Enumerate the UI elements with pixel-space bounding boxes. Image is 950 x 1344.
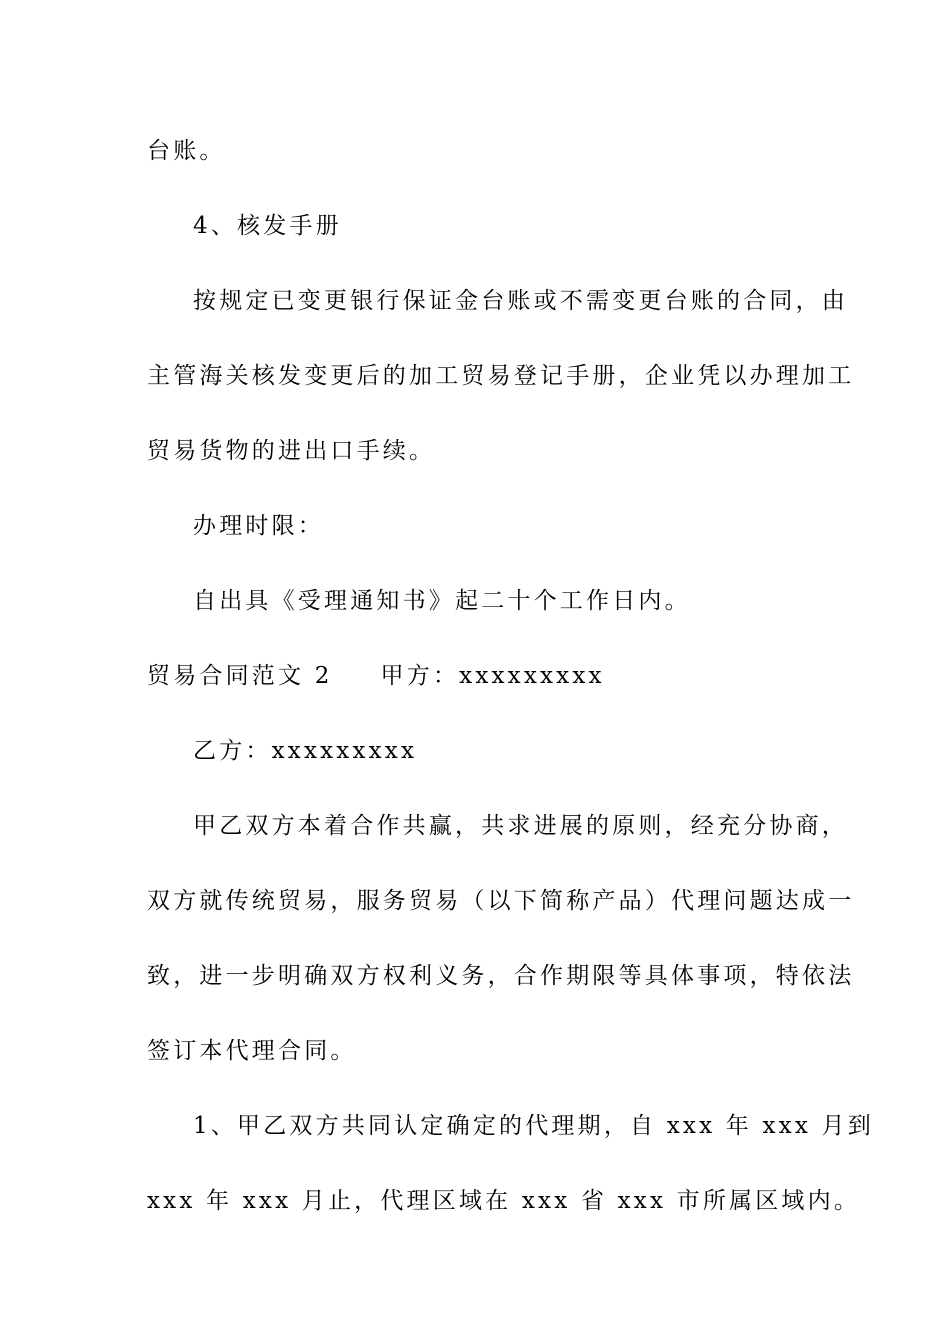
paragraph-line: 签订本代理合同。 xyxy=(147,1038,357,1064)
paragraph-line: 按规定已变更银行保证金台账或不需变更台账的合同，由 xyxy=(193,288,848,314)
paragraph-line: 甲乙双方本着合作共赢，共求进展的原则，经充分协商， xyxy=(193,813,848,839)
contract-heading-line xyxy=(147,661,817,691)
paragraph-line: 双方就传统贸易，服务贸易（以下简称产品）代理问题达成一 xyxy=(147,888,855,914)
paragraph-line: xxx 年 xxx 月止，代理区域在 xxx 省 xxx 市所属区域内。 xyxy=(147,1188,861,1214)
paragraph-line: 致，进一步明确双方权利义务，合作期限等具体事项，特依法 xyxy=(147,963,855,989)
paragraph-line: 自出具《受理通知书》起二十个工作日内。 xyxy=(193,588,691,614)
section-heading: 4、核发手册 xyxy=(193,213,342,239)
paragraph-line: 贸易货物的进出口手续。 xyxy=(147,438,436,464)
contract-title: 贸易合同范文 2 xyxy=(147,663,333,689)
paragraph-line: 主管海关核发变更后的加工贸易登记手册，企业凭以办理加工 xyxy=(147,363,855,389)
party-a-line: 甲方：xxxxxxxxx xyxy=(380,663,605,689)
paragraph-line: 台账。 xyxy=(147,138,226,164)
party-b-line: 乙方：xxxxxxxxx xyxy=(193,738,418,764)
paragraph-line: 1、甲乙双方共同认定确定的代理期，自 xxx 年 xxx 月到 xyxy=(193,1113,874,1139)
paragraph-line: 办理时限： xyxy=(193,513,324,539)
